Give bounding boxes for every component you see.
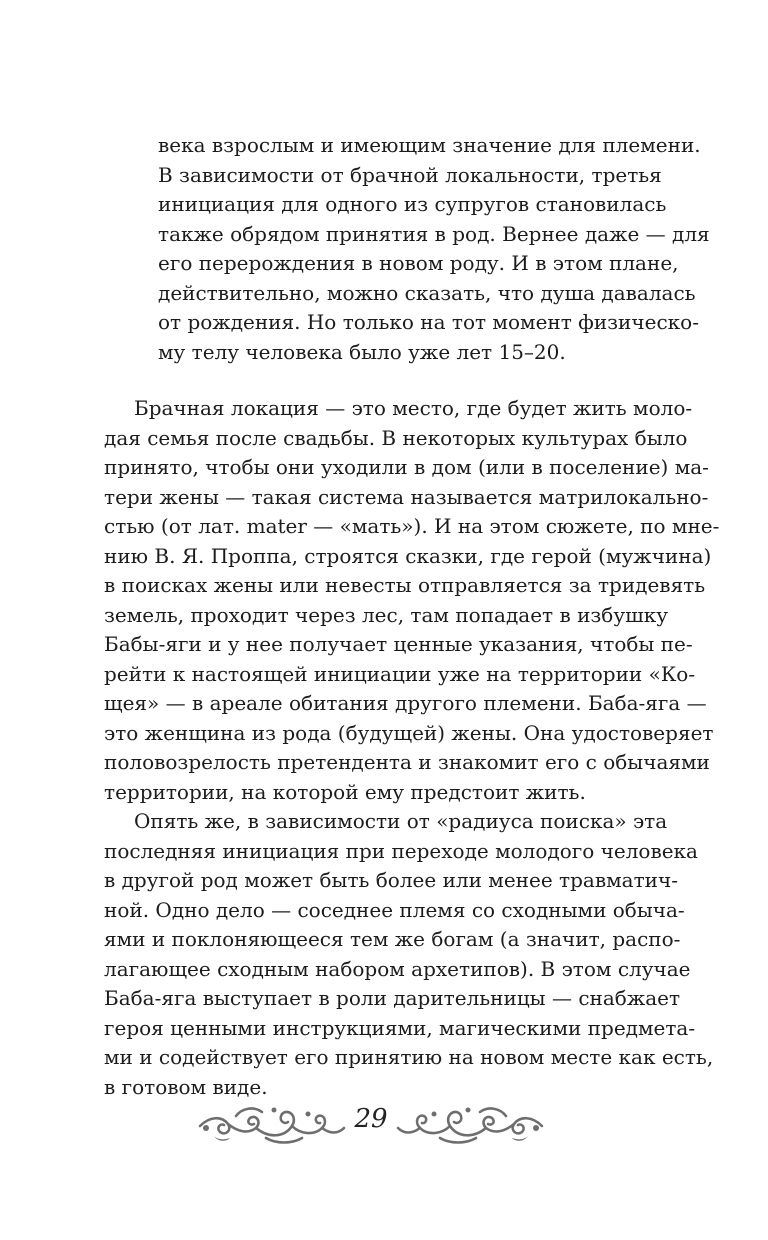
text-line: ми и содействует его принятию на новом месте как есть, [104, 1045, 714, 1069]
quote-line: века взрослым и имеющим значение для племени. [158, 133, 701, 157]
paragraph-marriage-location [104, 394, 720, 807]
text-line: последняя инициация при переходе молодого человека [104, 838, 698, 863]
quote-line: от рождения. Но только на тот момент физическо- [158, 310, 699, 334]
text-line: ями и поклоняющееся тем же богам (а значит, распо- [104, 927, 681, 951]
indented-quote-block [158, 131, 710, 367]
page-footer [196, 1098, 546, 1148]
text-line: героя ценными инструкциями, магическими предмета- [104, 1015, 696, 1040]
quote-line: его перерождения в новом роду. И в этом плане, [158, 251, 679, 275]
quote-line: также обрядом принятия в род. Вернее даже — для [158, 221, 710, 246]
text-line: щея» — в ареале обитания другого племени. Баба-яга — [104, 691, 707, 715]
text-line: ной. Одно дело — соседнее племя со сходными обыча- [104, 897, 685, 922]
text-line: земель, проходит через лес, там попадает в избушку [104, 602, 668, 627]
text-line: стью (от лат. mater — «мать»). И на этом сюжете, по мне- [104, 514, 720, 538]
text-line: дая семья после свадьбы. В некоторых культурах было [104, 425, 688, 450]
quote-line: В зависимости от брачной локальности, третья [158, 162, 662, 187]
text-line: принято, чтобы они уходили в дом (или в поселение) ма- [104, 455, 709, 479]
text-line: нию В. Я. Проппа, строятся сказки, где герой (мужчина) [104, 543, 712, 568]
right-ornament-icon [396, 1098, 546, 1148]
text-line: в готовом виде. [104, 1074, 268, 1099]
text-line: Баба-яга выступает в роли дарительницы — снабжает [104, 986, 681, 1010]
text-line: лагающее сходным набором архетипов). В этом случае [104, 956, 691, 981]
text-line: это женщина из рода (будущей) жены. Она удостоверяет [104, 720, 714, 745]
page-number: 29 [354, 1104, 388, 1134]
text-line: Брачная локация — это место, где будет жить моло- [134, 396, 693, 420]
text-line: Бабы-яги и у нее получает ценные указания, чтобы пе- [104, 632, 693, 656]
text-line: территории, на которой ему предстоит жить. [104, 779, 586, 804]
quote-line: действительно, можно сказать, что душа давалась [158, 280, 696, 305]
body-text [104, 394, 720, 1102]
text-line: тери жены — такая система называется матрилокально- [104, 484, 709, 509]
text-line: в другой род может быть более или менее травматич- [104, 868, 678, 892]
paragraph-search-radius [104, 807, 714, 1102]
quote-line: инициация для одного из супругов становилась [158, 192, 667, 216]
text-line: Опять же, в зависимости от «радиуса поиска» эта [134, 809, 668, 833]
text-line: в поисках жены или невесты отправляется за тридевять [104, 573, 706, 597]
text-line: рейти к настоящей инициации уже на территории «Ко- [104, 661, 696, 686]
text-line: половозрелость претендента и знакомит его с обычаями [104, 750, 710, 774]
quote-line: му телу человека было уже лет 15–20. [158, 339, 566, 364]
